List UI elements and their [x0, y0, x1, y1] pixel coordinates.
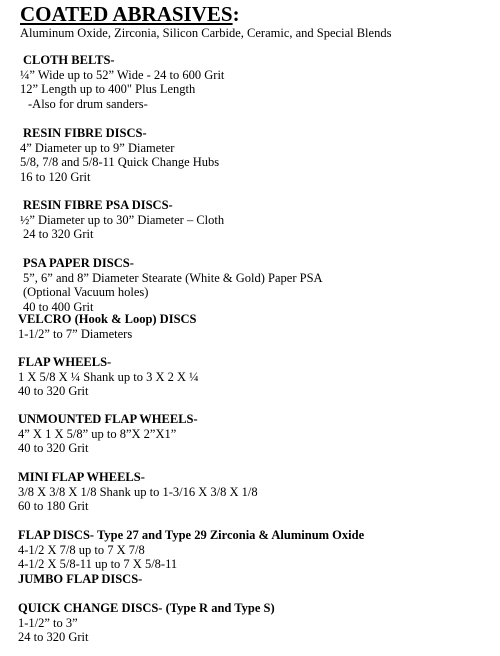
section-line: 40 to 400 Grit [23, 299, 94, 314]
section-resin-fibre-psa-discs [20, 198, 224, 242]
page-title-text: COATED ABRASIVES [20, 2, 233, 26]
section-heading: CLOTH BELTS- [23, 53, 115, 67]
section-velcro-discs [18, 312, 197, 341]
section-line: ¼” Wide up to 52” Wide - 24 to 600 Grit [20, 67, 225, 82]
section-heading: JUMBO FLAP DISCS- [18, 572, 143, 586]
section-quick-change-discs [18, 601, 275, 645]
section-line: 40 to 320 Grit [18, 441, 89, 456]
section-unmounted-flap-wheels [18, 412, 198, 456]
page-title-colon: : [232, 2, 240, 26]
section-cloth-belts [20, 53, 224, 111]
section-line: 4” Diameter up to 9” Diameter [20, 140, 175, 155]
section-line: 1-1/2” to 3” [18, 615, 78, 630]
section-line: 4-1/2 X 5/8-11 up to 7 X 5/8-11 [18, 557, 178, 572]
section-heading: MINI FLAP WHEELS- [18, 470, 145, 484]
section-line: 4” X 1 X 5/8” up to 8”X 2”X1” [18, 426, 177, 441]
section-heading: QUICK CHANGE DISCS- (Type R and Type S) [18, 601, 275, 615]
section-heading: PSA PAPER DISCS- [23, 256, 134, 270]
section-heading: RESIN FIBRE PSA DISCS- [23, 198, 173, 212]
page-title [20, 2, 240, 26]
section-line: 40 to 320 Grit [18, 384, 89, 399]
section-psa-paper-discs [20, 256, 323, 314]
section-heading: VELCRO (Hook & Loop) DISCS [18, 312, 197, 326]
section-line: 1 X 5/8 X ¼ Shank up to 3 X 2 X ¼ [18, 369, 199, 384]
section-resin-fibre-discs [20, 126, 219, 184]
section-heading: UNMOUNTED FLAP WHEELS- [18, 412, 198, 426]
section-heading: FLAP WHEELS- [18, 355, 112, 369]
section-line: ½” Diameter up to 30” Diameter – Cloth [20, 212, 225, 227]
section-line: 24 to 320 Grit [23, 227, 94, 242]
section-line: 5”, 6” and 8” Diameter Stearate (White & Gold) Paper PSA [23, 270, 323, 285]
page-subtitle: Aluminum Oxide, Zirconia, Silicon Carbide, Ceramic, and Special Blends [20, 26, 392, 40]
section-line: 60 to 180 Grit [18, 499, 89, 514]
section-line: 4-1/2 X 7/8 up to 7 X 7/8 [18, 542, 145, 557]
section-line: (Optional Vacuum holes) [23, 285, 149, 300]
section-mini-flap-wheels [18, 470, 258, 514]
section-jumbo-flap-discs [18, 572, 142, 587]
section-line: 12” Length up to 400" Plus Length [20, 82, 196, 97]
section-flap-wheels [18, 355, 199, 399]
section-line: 3/8 X 3/8 X 1/8 Shank up to 1-3/16 X 3/8 X 1/8 [18, 484, 258, 499]
section-line: 1-1/2” to 7” Diameters [18, 326, 133, 341]
section-heading: RESIN FIBRE DISCS- [23, 126, 147, 140]
section-line: 5/8, 7/8 and 5/8-11 Quick Change Hubs [20, 155, 220, 170]
section-heading: FLAP DISCS- Type 27 and Type 29 Zirconia & Aluminum Oxide [18, 528, 365, 542]
section-flap-discs [18, 528, 364, 572]
section-line: -Also for drum sanders- [28, 96, 148, 111]
section-line: 16 to 120 Grit [20, 169, 91, 184]
section-line: 24 to 320 Grit [18, 630, 89, 645]
